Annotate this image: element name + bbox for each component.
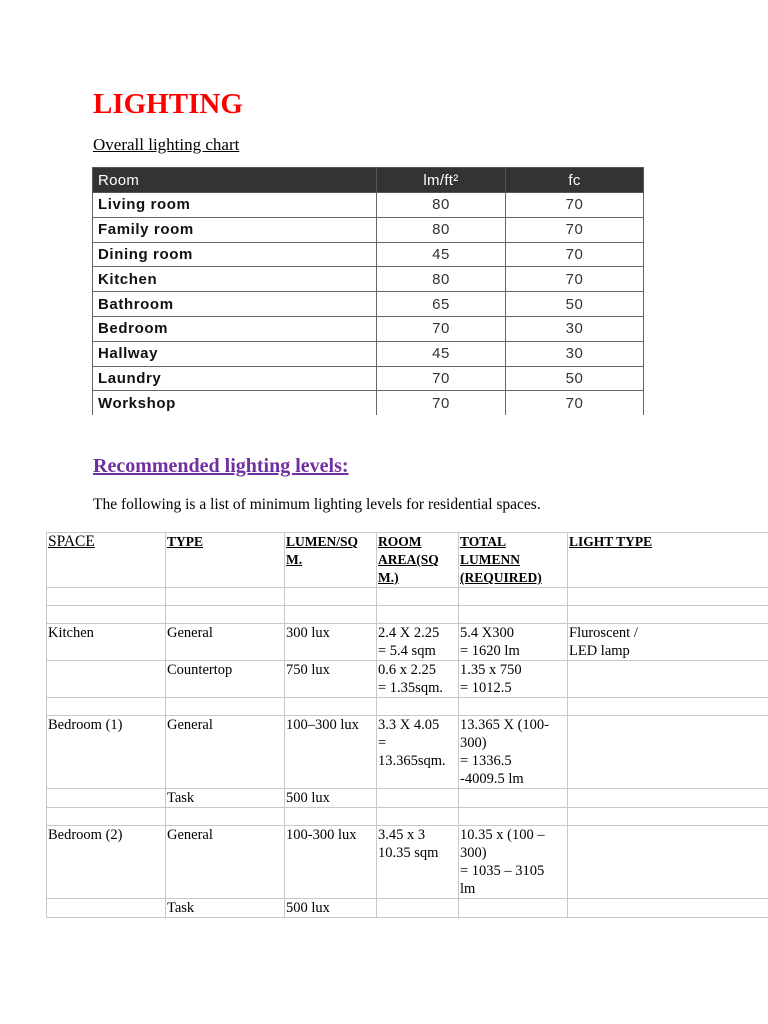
room-cell: Hallway (93, 341, 377, 366)
table-row (93, 292, 644, 317)
type-cell: Task (166, 789, 285, 808)
light-type-cell (568, 606, 768, 624)
recommended-intro: The following is a list of minimum lighting levels for residential spaces. (93, 496, 541, 513)
lumens-cell: 80 (377, 267, 506, 292)
room-cell: Workshop (93, 391, 377, 415)
light-type-cell (568, 826, 768, 899)
total-cell: 5.4 X300 = 1620 lm (459, 624, 568, 661)
footcandle-cell: 50 (506, 366, 644, 391)
total-cell (459, 808, 568, 826)
table-row (47, 808, 768, 826)
type-cell: Task (166, 899, 285, 918)
header-space: SPACE (47, 533, 166, 588)
recommended-heading: Recommended lighting levels: (93, 455, 349, 477)
light-type-cell (568, 716, 768, 789)
table-row (47, 606, 768, 624)
type-cell: General (166, 624, 285, 661)
space-cell (47, 588, 166, 606)
space-cell (47, 899, 166, 918)
area-cell: 3.45 x 3 10.35 sqm (377, 826, 459, 899)
table-row (93, 366, 644, 391)
space-cell (47, 789, 166, 808)
table-row (93, 267, 644, 292)
space-cell: Bedroom (2) (47, 826, 166, 899)
light-type-cell (568, 588, 768, 606)
type-cell: General (166, 716, 285, 789)
lumen-cell (285, 698, 377, 716)
footcandle-cell: 70 (506, 242, 644, 267)
room-cell: Family room (93, 217, 377, 242)
footcandle-cell: 50 (506, 292, 644, 317)
type-cell: Countertop (166, 661, 285, 698)
overall-lighting-table (92, 167, 644, 415)
area-cell: 2.4 X 2.25 = 5.4 sqm (377, 624, 459, 661)
area-cell (377, 899, 459, 918)
footcandle-cell: 70 (506, 391, 644, 415)
room-cell: Dining room (93, 242, 377, 267)
table-row (93, 341, 644, 366)
table-row (93, 242, 644, 267)
total-cell: 10.35 x (100 – 300) = 1035 – 3105 lm (459, 826, 568, 899)
total-cell (459, 606, 568, 624)
light-type-cell (568, 808, 768, 826)
table-row (47, 588, 768, 606)
total-cell (459, 789, 568, 808)
table-header-row (93, 168, 644, 193)
table-row (47, 716, 768, 789)
lumen-cell: 500 lux (285, 789, 377, 808)
lumens-cell: 65 (377, 292, 506, 317)
header-room-area: ROOM AREA(SQ M.) (377, 533, 459, 588)
footcandle-cell: 70 (506, 217, 644, 242)
lumen-cell (285, 808, 377, 826)
type-cell (166, 698, 285, 716)
room-cell: Bathroom (93, 292, 377, 317)
lighting-levels-table (46, 532, 768, 918)
footcandle-cell: 70 (506, 267, 644, 292)
lumens-cell: 80 (377, 217, 506, 242)
light-type-cell: Fluroscent / LED lamp (568, 624, 768, 661)
area-cell: 0.6 x 2.25 = 1.35sqm. (377, 661, 459, 698)
table-row (47, 789, 768, 808)
space-cell: Kitchen (47, 624, 166, 661)
type-cell (166, 588, 285, 606)
levels-header-row (47, 533, 768, 588)
total-cell (459, 588, 568, 606)
chart-subtitle: Overall lighting chart (93, 135, 240, 154)
total-cell: 13.365 X (100- 300) = 1336.5 -4009.5 lm (459, 716, 568, 789)
room-cell: Laundry (93, 366, 377, 391)
table-row (93, 217, 644, 242)
space-cell: Bedroom (1) (47, 716, 166, 789)
footcandle-cell: 70 (506, 193, 644, 218)
lumens-cell: 45 (377, 242, 506, 267)
footcandle-cell: 30 (506, 341, 644, 366)
total-cell: 1.35 x 750 = 1012.5 (459, 661, 568, 698)
total-cell (459, 899, 568, 918)
header-total-lumen: TOTAL LUMENN (REQUIRED) (459, 533, 568, 588)
space-cell (47, 606, 166, 624)
light-type-cell (568, 789, 768, 808)
area-cell (377, 789, 459, 808)
light-type-cell (568, 661, 768, 698)
lumen-cell: 100–300 lux (285, 716, 377, 789)
table-row (47, 661, 768, 698)
lumens-cell: 70 (377, 316, 506, 341)
room-cell: Living room (93, 193, 377, 218)
table-row (93, 391, 644, 415)
table-row (47, 826, 768, 899)
type-cell: General (166, 826, 285, 899)
header-lumen: LUMEN/SQ M. (285, 533, 377, 588)
header-footcandles: fc (506, 168, 644, 193)
area-cell: 3.3 X 4.05 = 13.365sqm. (377, 716, 459, 789)
lumen-cell (285, 588, 377, 606)
type-cell (166, 606, 285, 624)
header-light-type: LIGHT TYPE (568, 533, 768, 588)
space-cell (47, 698, 166, 716)
lumens-cell: 80 (377, 193, 506, 218)
table-row (93, 193, 644, 218)
room-cell: Bedroom (93, 316, 377, 341)
light-type-cell (568, 899, 768, 918)
lumen-cell: 100-300 lux (285, 826, 377, 899)
table-row (47, 899, 768, 918)
area-cell (377, 606, 459, 624)
lumen-cell: 500 lux (285, 899, 377, 918)
space-cell (47, 661, 166, 698)
area-cell (377, 808, 459, 826)
footcandle-cell: 30 (506, 316, 644, 341)
header-type: TYPE (166, 533, 285, 588)
light-type-cell (568, 698, 768, 716)
header-room: Room (93, 168, 377, 193)
lumen-cell (285, 606, 377, 624)
table-row (93, 316, 644, 341)
lumen-cell: 750 lux (285, 661, 377, 698)
lumen-cell: 300 lux (285, 624, 377, 661)
area-cell (377, 698, 459, 716)
table-row (47, 698, 768, 716)
total-cell (459, 698, 568, 716)
room-cell: Kitchen (93, 267, 377, 292)
space-cell (47, 808, 166, 826)
table-row (47, 624, 768, 661)
lumens-cell: 70 (377, 391, 506, 415)
page-title: LIGHTING (93, 88, 243, 120)
lumens-cell: 70 (377, 366, 506, 391)
lumens-cell: 45 (377, 341, 506, 366)
type-cell (166, 808, 285, 826)
header-lumens-per-sqft: lm/ft² (377, 168, 506, 193)
area-cell (377, 588, 459, 606)
